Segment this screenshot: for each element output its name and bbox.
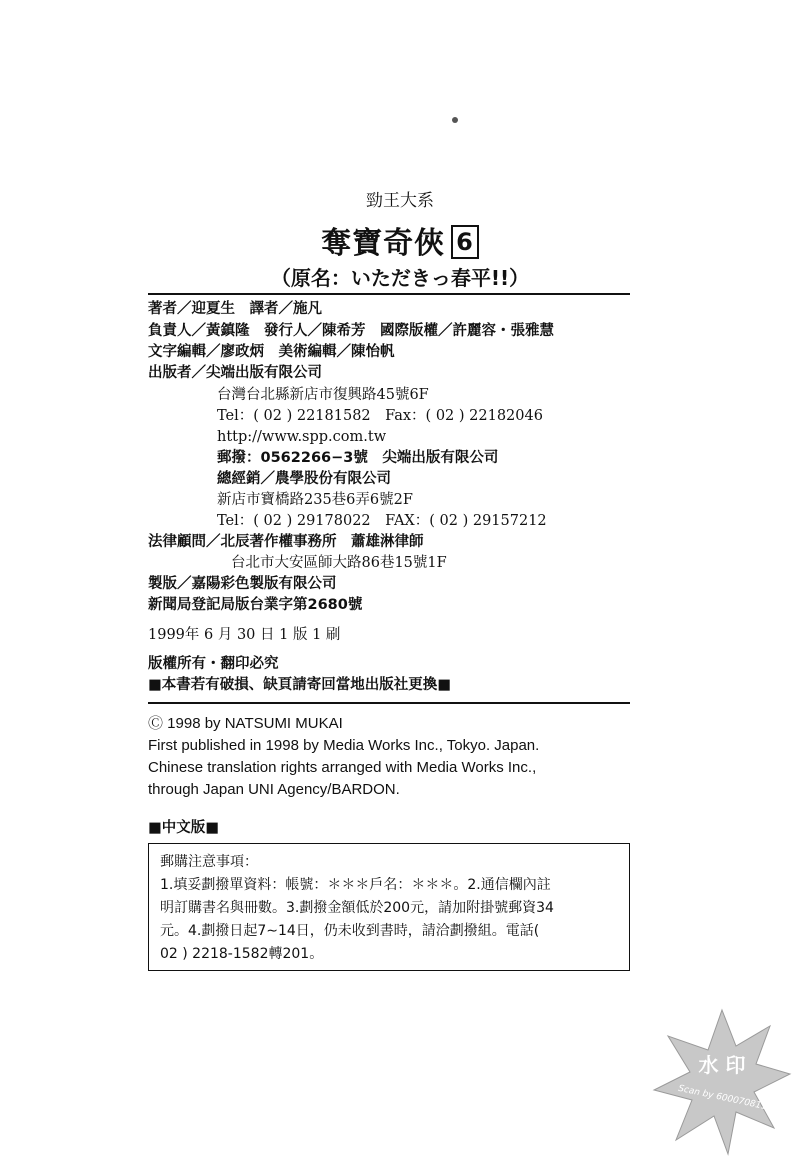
volume-number: 6	[451, 225, 479, 259]
agency-line: through Japan UNI Agency/BARDON.	[148, 781, 400, 798]
leaf-watermark-icon	[654, 1010, 790, 1154]
original-title: （原名：いただきっ春平!!）	[270, 266, 530, 290]
publisher: 出版者／尖端出版有限公司	[148, 365, 322, 381]
top-divider	[148, 293, 630, 295]
title-text: 奪寶奇俠	[321, 226, 446, 261]
translation-rights-line: Chinese translation rights arranged with Media Works Inc.,	[148, 759, 537, 776]
credits-staff: 負責人／黃鎮隆 發行人／陳希芳 國際版權／許麗容・張雅慧	[148, 323, 554, 339]
distributor-tel: Tel：( 02 ) 29178022 FAX：( 02 ) 29157212	[217, 513, 547, 529]
legal-counsel: 法律顧問／北辰著作權事務所 蕭雄淋律師	[148, 534, 424, 550]
watermark-chars: 水 印	[698, 1053, 746, 1077]
edition-date: 1999年 6 月 30 日 1 版 1 刷	[148, 627, 341, 643]
copyright-line: Ⓒ 1998 by NATSUMI MUKAI	[148, 715, 343, 732]
publisher-tel: Tel：( 02 ) 22181582 Fax：( 02 ) 22182046	[217, 408, 543, 424]
book-title	[0, 218, 800, 262]
distributor: 總經銷／農學股份有限公司	[217, 471, 391, 487]
series-name: 勁王大系	[366, 191, 434, 211]
publisher-url: http://www.spp.com.tw	[217, 429, 387, 445]
ink-dot	[452, 117, 458, 123]
prepress: 製版／嘉陽彩色製版有限公司	[148, 576, 337, 592]
order-notice-line: 明訂購書名與冊數。3.劃撥金額低於200元，請加附掛號郵資34	[160, 900, 554, 916]
registration-number: 新聞局登記局版台業字第2680號	[148, 597, 363, 613]
order-notice-line: 02 ) 2218-1582轉201。	[160, 946, 324, 962]
watermark-scan-text: Scan by 600070811	[677, 1083, 768, 1113]
order-notice-line: 1.填妥劃撥單資料：帳號：＊＊＊戶名：＊＊＊。2.通信欄內註	[160, 877, 551, 893]
first-published-line: First published in 1998 by Media Works Inc., Tokyo. Japan.	[148, 737, 540, 754]
damage-notice: ■本書若有破損、缺頁請寄回當地出版社更換■	[148, 677, 451, 693]
credits-authors: 著者／迎夏生 譯者／施凡	[148, 301, 322, 317]
postal-account: 郵撥：0562266−3號 尖端出版有限公司	[217, 450, 499, 466]
legal-address: 台北市大安區師大路86巷15號1F	[231, 555, 447, 571]
publisher-address: 台灣台北縣新店市復興路45號6F	[217, 387, 429, 403]
order-notice-heading: 郵購注意事項：	[160, 854, 258, 870]
rights-reserved: 版權所有・翻印必究	[148, 656, 279, 672]
distributor-address: 新店市寶橋路235巷6弄6號2F	[217, 492, 413, 508]
middle-divider	[148, 702, 630, 704]
chinese-edition-label: ■中文版■	[148, 820, 219, 836]
credits-editors: 文字編輯／廖政炳 美術編輯／陳怡帆	[148, 344, 395, 360]
scan-watermark	[652, 1008, 792, 1158]
order-notice-line: 元。4.劃撥日起7∼14日，仍未收到書時，請洽劃撥組。電話(	[160, 923, 540, 939]
